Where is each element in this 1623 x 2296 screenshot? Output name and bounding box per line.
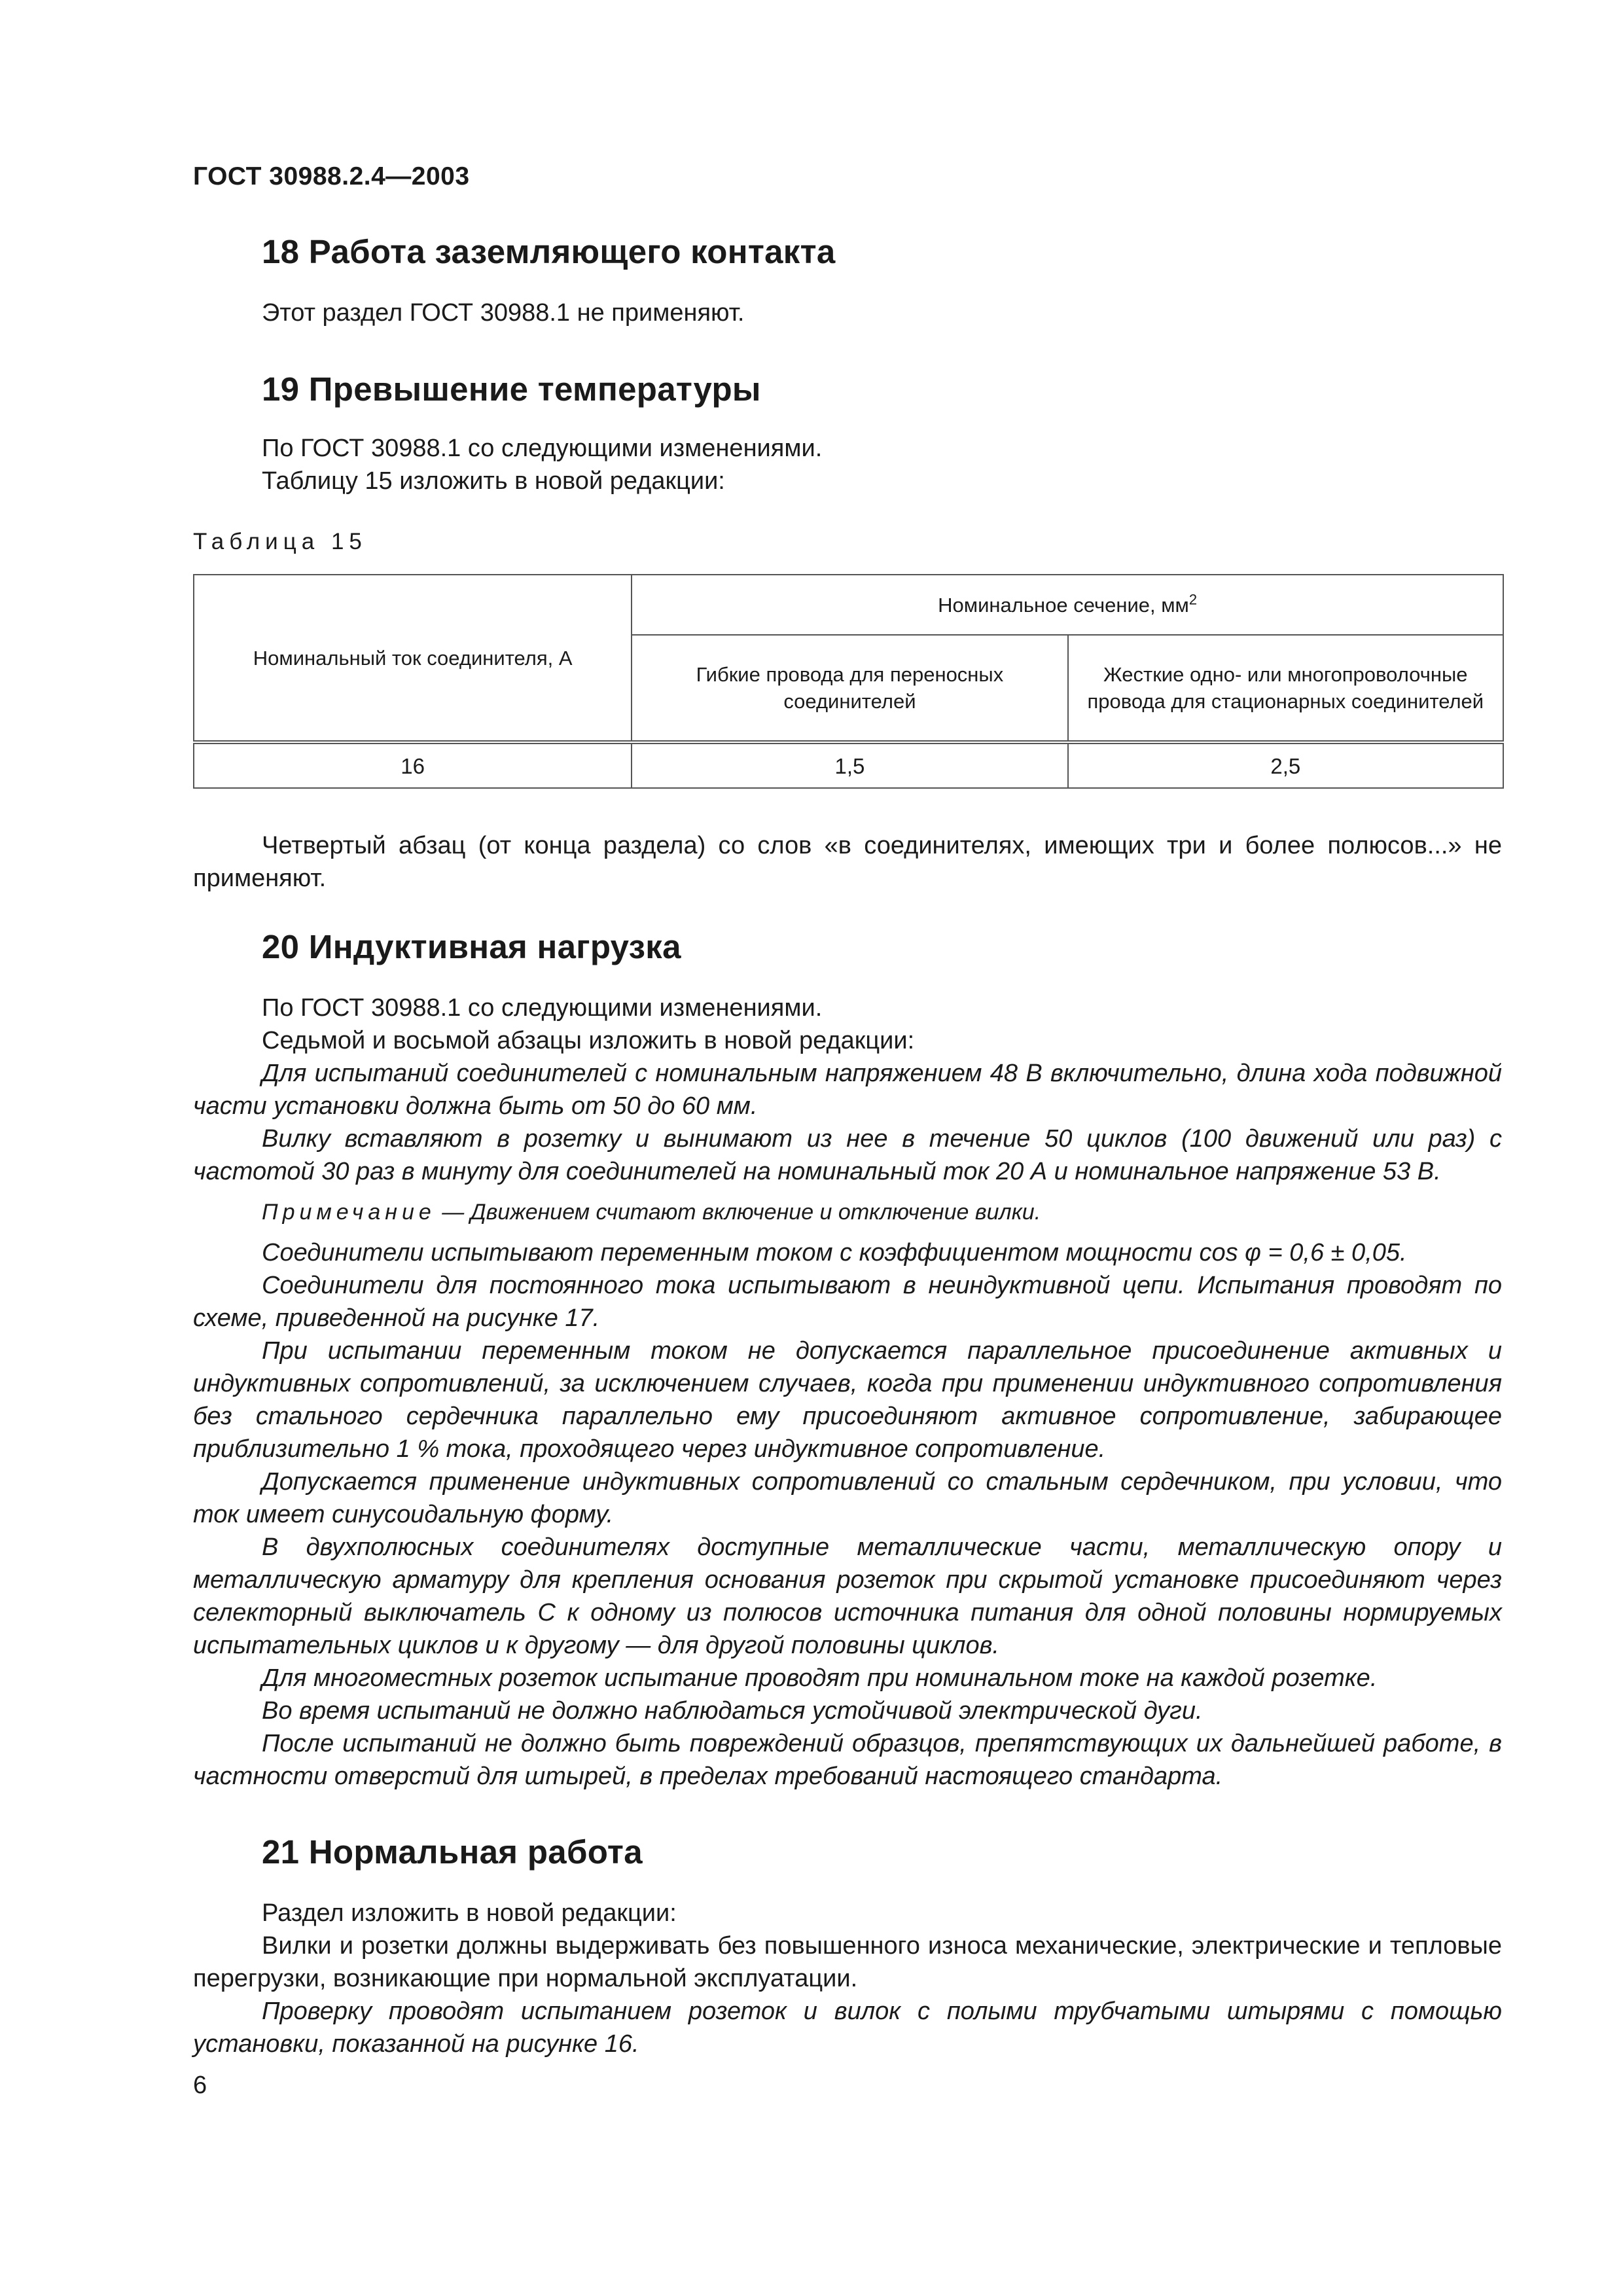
table-header-cross-section: Номинальное сечение, $мм^2$ bbox=[632, 575, 1503, 635]
section-21-text-1: Раздел изложить в новой редакции: bbox=[262, 1899, 677, 1927]
table-caption: Таблица 15 bbox=[193, 529, 367, 554]
table-cell: 1,5 bbox=[632, 742, 1067, 788]
section-20-text-8: Допускается применение индуктивных сопротивлений со стальным сердечником, при условии, что ток имеет синусоидальную форму. bbox=[193, 1468, 1502, 1528]
section-19-text-2: Таблицу 15 изложить в новой редакции: bbox=[262, 467, 725, 495]
section-20-note: Примечание — Движением считают включение и отключение вилки. bbox=[262, 1200, 1041, 1225]
section-20-text-1: По ГОСТ 30988.1 со следующими изменениями. bbox=[262, 994, 823, 1022]
section-21-text-3: Проверку проводят испытанием розеток и вилок с полыми трубчатыми штырями с помощью установки, показанной на рисунке 16. bbox=[193, 1998, 1502, 2058]
section-20-text-9: В двухполюсных соединителях доступные металлические части, металлическую опору и металлическую арматуру для крепления основания розеток при скрытой установке присоединяют через селекторный выключатель С к одному из полюсов источника питания для одной половины нормируемых испытательных циклов и к другому — для другой половины циклов. bbox=[193, 1534, 1502, 1659]
table-header-rigid-wires: Жесткие одно- или многопроволочные провода для стационарных соединителей bbox=[1068, 635, 1503, 742]
section-20 bbox=[193, 927, 1502, 1793]
table-cell: 16 bbox=[194, 742, 632, 788]
section-20-text-6: Соединители для постоянного тока испытывают в неиндуктивной цепи. Испытания проводят по схеме, приведенной на рисунке 17. bbox=[193, 1272, 1502, 1332]
section-18 bbox=[193, 232, 1502, 329]
section-20-text-4: Вилку вставляют в розетку и вынимают из нее в течение 50 циклов (100 движений или раз) с частотой 30 раз в минуту для соединителей на номинальный ток 20 А и номинальное напряжение 53 В. bbox=[193, 1125, 1502, 1185]
section-19-text-1: По ГОСТ 30988.1 со следующими изменениями. bbox=[262, 435, 823, 462]
section-20-text-10: Для многоместных розеток испытание проводят при номинальном токе на каждой розетке. bbox=[262, 1664, 1378, 1692]
section-20-text-5: Соединители испытывают переменным током с коэффициентом мощности cos φ = 0,6 ± 0,05. bbox=[262, 1239, 1407, 1266]
section-18-title: 18 Работа заземляющего контакта bbox=[262, 233, 836, 270]
table-header-rated-current: Номинальный ток соединителя, А bbox=[194, 575, 632, 742]
section-18-text: Этот раздел ГОСТ 30988.1 не применяют. bbox=[262, 299, 745, 327]
table-row bbox=[194, 742, 1503, 788]
section-19-continued bbox=[193, 829, 1502, 895]
page-number: 6 bbox=[193, 2072, 207, 2099]
table-15 bbox=[193, 574, 1504, 789]
section-19 bbox=[193, 370, 1502, 497]
section-20-text-7: При испытании переменным током не допускается параллельное присоединение активных и индуктивных сопротивлений, за исключением случаев, когда при применении индуктивного сопротивления без стального сердечника параллельно ему присоединяют активное сопротивление, забирающее приблизительно 1 % тока, проходящего через индуктивное сопротивление. bbox=[193, 1337, 1502, 1463]
table-cell: 2,5 bbox=[1068, 742, 1503, 788]
section-21-text-2: Вилки и розетки должны выдерживать без повышенного износа механические, электрические и тепловые перегрузки, возникающие при нормальной эксплуатации. bbox=[193, 1932, 1502, 1992]
section-20-title: 20 Индуктивная нагрузка bbox=[262, 928, 681, 965]
table-header-flexible-wires: Гибкие провода для переносных соединителей bbox=[632, 635, 1067, 742]
document-code: ГОСТ 30988.2.4—2003 bbox=[193, 162, 470, 190]
section-20-text-11: Во время испытаний не должно наблюдаться устойчивой электрической дуги. bbox=[262, 1697, 1203, 1725]
section-19-text-3: Четвертый абзац (от конца раздела) со слов «в соединителях, имеющих три и более полюсов...» не применяют. bbox=[193, 832, 1502, 892]
section-20-text-3: Для испытаний соединителей с номинальным напряжением 48 В включительно, длина хода подвижной части установки должна быть от 50 до 60 мм. bbox=[193, 1060, 1502, 1120]
section-19-title: 19 Превышение температуры bbox=[262, 370, 761, 408]
section-20-text-12: После испытаний не должно быть повреждений образцов, препятствующих их дальнейшей работе, в частности отверстий для штырей, в пределах требований настоящего стандарта. bbox=[193, 1730, 1502, 1790]
section-21-title: 21 Нормальная работа bbox=[262, 1833, 643, 1871]
section-20-text-2: Седьмой и восьмой абзацы изложить в новой редакции: bbox=[262, 1027, 915, 1054]
section-21 bbox=[193, 1833, 1502, 2060]
